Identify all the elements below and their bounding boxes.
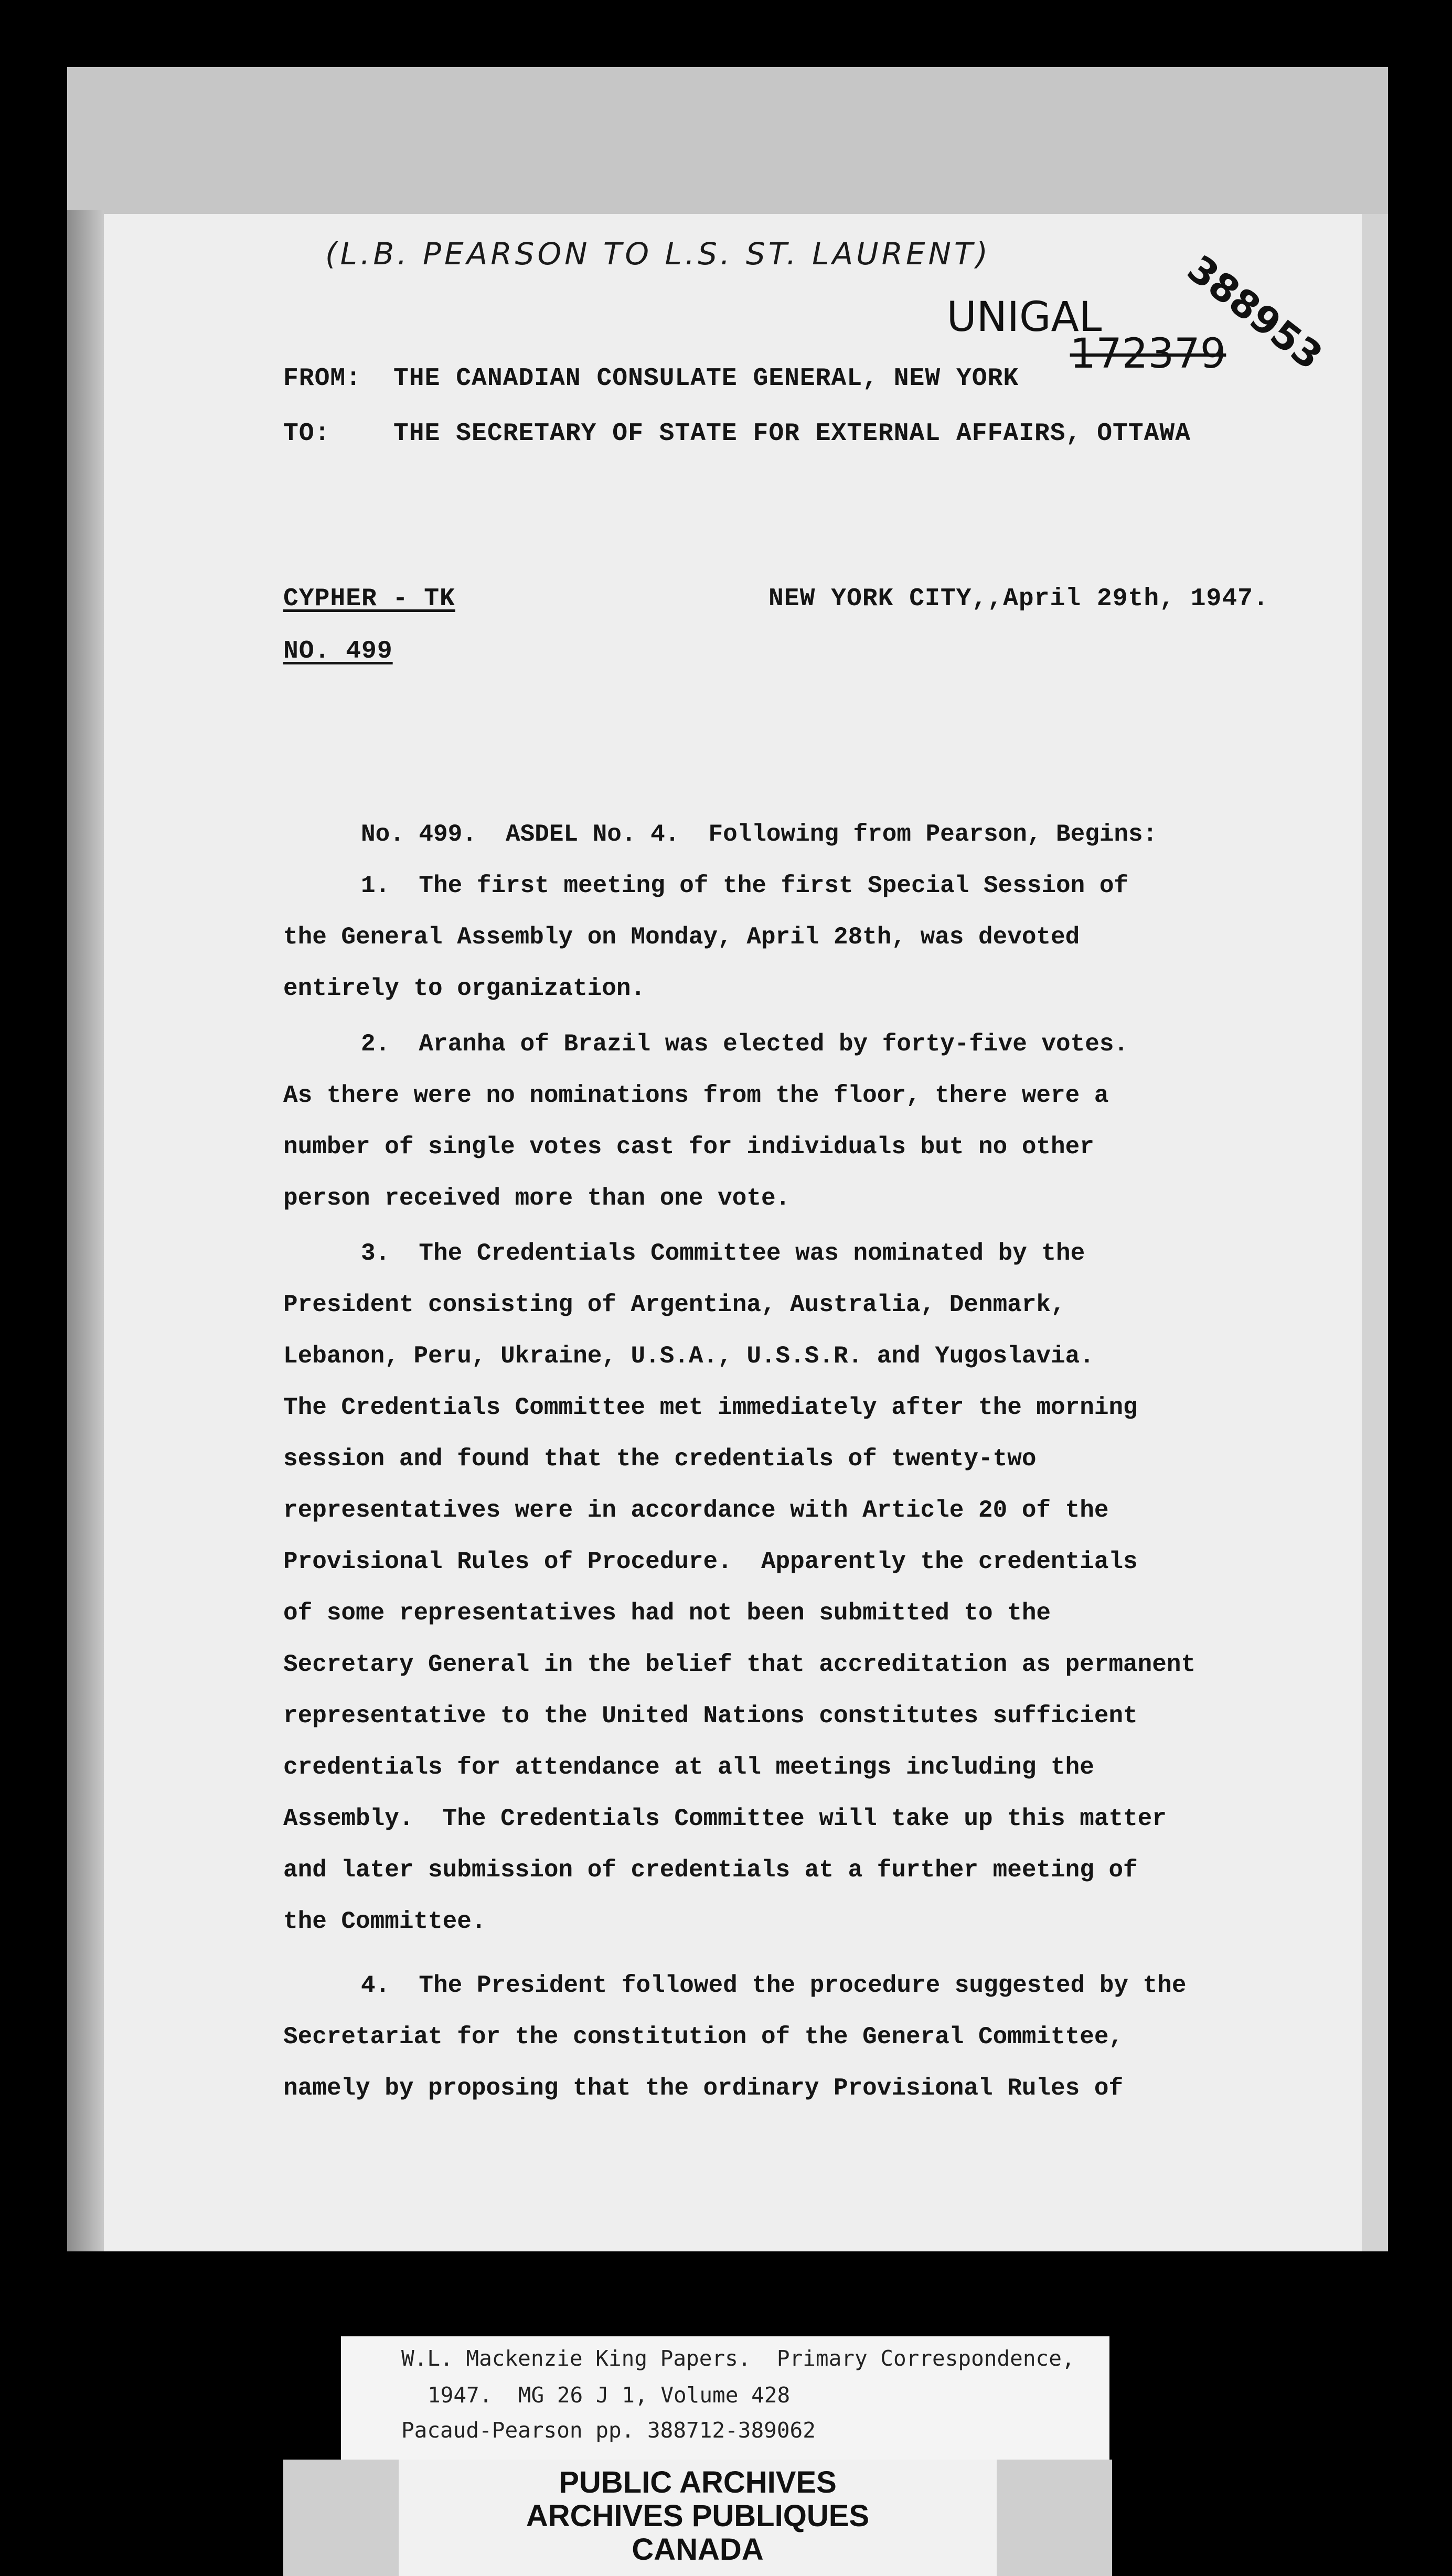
body-line: Secretariat for the constitution of the General Committee, [283, 2023, 1124, 2051]
place-date: NEW YORK CITY,,April 29th, 1947. [768, 585, 1269, 613]
archive-label [341, 2336, 1109, 2460]
body-line: Secretary General in the belief that accreditation as permanent [283, 1651, 1196, 1678]
page-shadow [67, 210, 104, 2251]
to-label: TO: [283, 420, 330, 448]
body-line: and later submission of credentials at a further meeting of [283, 1856, 1138, 1884]
document-page [104, 214, 1362, 2251]
body-line: the Committee. [283, 1908, 486, 1935]
archive-label-line: 1947. MG 26 J 1, Volume 428 [428, 2382, 791, 2408]
body-line: As there were no nominations from the floor, there were a [283, 1082, 1109, 1109]
body-line: representative to the United Nations constitutes sufficient [283, 1702, 1138, 1730]
body-line: Provisional Rules of Procedure. Apparently the credentials [283, 1548, 1138, 1575]
body-line: Lebanon, Peru, Ukraine, U.S.A., U.S.S.R. and Yugoslavia. [283, 1343, 1094, 1370]
archive-stamp-line: PUBLIC ARCHIVES [559, 2465, 837, 2499]
body-line: 3. The Credentials Committee was nominated by the [361, 1240, 1085, 1267]
body-line: The Credentials Committee met immediately after the morning [283, 1394, 1138, 1421]
body-line: person received more than one vote. [283, 1185, 791, 1212]
archive-label-line: W.L. Mackenzie King Papers. Primary Correspondence, [401, 2346, 1075, 2371]
to-value: THE SECRETARY OF STATE FOR EXTERNAL AFFAIRS, OTTAWA [393, 420, 1191, 448]
stamped-number: 388953 [1179, 246, 1331, 379]
archive-label-line: Pacaud-Pearson pp. 388712-389062 [401, 2418, 816, 2443]
body-line: the General Assembly on Monday, April 28th, was devoted [283, 924, 1080, 951]
body-line: of some representatives had not been submitted to the [283, 1600, 1051, 1627]
from-label: FROM: [283, 364, 362, 393]
body-line: 4. The President followed the procedure suggested by the [361, 1972, 1187, 1999]
body-line: credentials for attendance at all meetings including the [283, 1754, 1094, 1781]
body-line: representatives were in accordance with Article 20 of the [283, 1497, 1109, 1524]
body-line: Assembly. The Credentials Committee will take up this matter [283, 1805, 1167, 1832]
cipher-line: CYPHER - TK [283, 585, 455, 613]
handwritten-note: (L.B. PEARSON TO L.S. ST. LAURENT) [325, 236, 991, 272]
film-border [67, 67, 1388, 214]
body-line: session and found that the credentials of twenty-two [283, 1445, 1037, 1473]
old-number: 172379 [1070, 330, 1226, 378]
file-ref-text: UNIGAL [946, 294, 1102, 341]
body-line: No. 499. ASDEL No. 4. Following from Pearson, Begins: [361, 821, 1158, 848]
archive-stamp-line: ARCHIVES PUBLIQUES [526, 2499, 870, 2533]
body-line: 2. Aranha of Brazil was elected by forty-five votes. [361, 1031, 1129, 1058]
body-line: President consisting of Argentina, Australia, Denmark, [283, 1291, 1065, 1318]
archive-stamp-panel [399, 2460, 997, 2576]
archive-stamp-line: CANADA [632, 2532, 764, 2567]
body-line: entirely to organization. [283, 975, 646, 1002]
from-value: THE CANADIAN CONSULATE GENERAL, NEW YORK [393, 364, 1019, 393]
message-number: NO. 499 [283, 637, 393, 666]
body-line: number of single votes cast for individuals but no other [283, 1133, 1094, 1161]
archive-stamp [283, 2460, 1112, 2576]
body-line: 1. The first meeting of the first Special Session of [361, 872, 1129, 899]
crossed-out-number [1044, 283, 1226, 378]
body-line: namely by proposing that the ordinary Provisional Rules of [283, 2075, 1124, 2102]
